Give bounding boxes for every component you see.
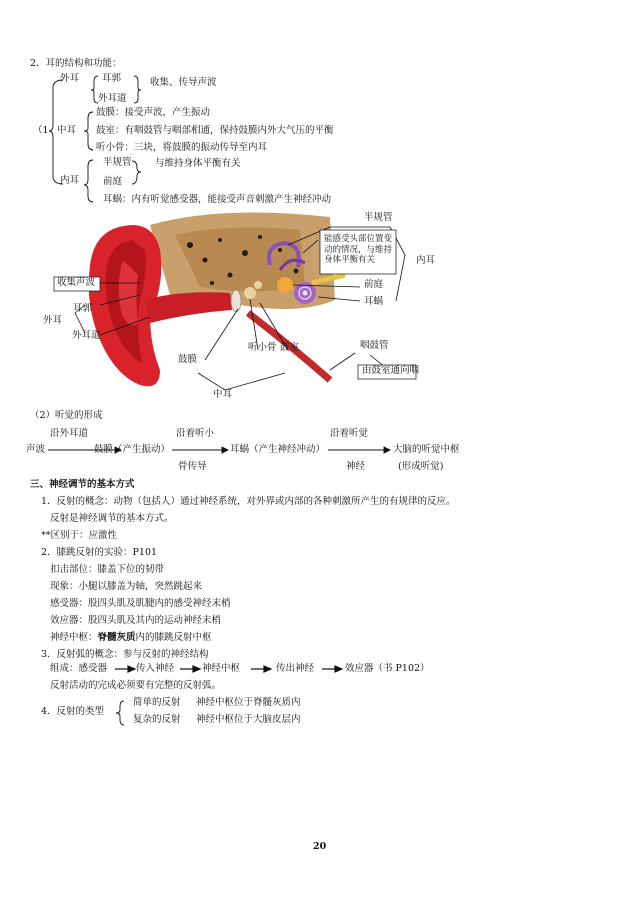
ossicles-line: 听小骨：三块，将鼓膜的振动传导至内耳 xyxy=(96,142,268,153)
reflex-basic: 反射是神经调节的基本方式。 xyxy=(50,513,174,524)
reflex-types-heading: 4．反射的类型 xyxy=(41,706,105,717)
reflex-types-brace xyxy=(110,698,130,728)
bone-conduction-label: 骨传导 xyxy=(178,461,207,472)
fig-middle-ear-label: 中耳 xyxy=(213,389,233,400)
fig-balance-note: 能感受头部位置变动的情况，与维持身体平衡有关 xyxy=(324,234,393,266)
section-heading: 2．耳的结构和功能： xyxy=(30,58,122,69)
outer-ear-function: 收集、传导声波 xyxy=(150,77,217,88)
fig-collect-label: 收集声波 xyxy=(57,277,96,288)
section3-heading: 三、神经调节的基本方式 xyxy=(30,479,135,490)
balance-function: 与维持身体平衡有关 xyxy=(155,158,241,169)
middle-ear-label: 中耳 xyxy=(57,125,77,136)
brain-step: 大脑的听觉中枢 xyxy=(393,444,460,455)
knee-jerk-heading: 2．膝跳反射的实验：P101 xyxy=(41,547,158,558)
page-number: 20 xyxy=(313,841,327,852)
item-marker: （1 xyxy=(33,125,49,136)
center-suffix: 内的膝跳反射中枢 xyxy=(135,632,212,643)
fig-outer-ear-label: 外耳 xyxy=(43,315,63,326)
hearing-heading: （2）听觉的形成 xyxy=(30,410,103,421)
inner-ear-label: 内耳 xyxy=(60,175,80,186)
along-ossicle-label: 沿着听小 xyxy=(176,428,215,439)
along-nerve-label: 沿着听觉 xyxy=(330,428,369,439)
center-highlight: 脊髓灰质 xyxy=(97,632,136,643)
knee-jerk-site: 扣击部位：膝盖下位的韧带 xyxy=(50,564,165,575)
along-canal-label: 沿外耳道 xyxy=(50,428,89,439)
form-hearing-label: (形成听觉) xyxy=(398,461,444,472)
outer-ear-label: 外耳 xyxy=(60,73,80,84)
fig-vestibule-label: 前庭 xyxy=(364,279,384,290)
knee-jerk-effector: 效应器：股四头肌及其内的运动神经末梢 xyxy=(50,615,222,626)
sound-wave: 声波 xyxy=(26,444,46,455)
arc-composition-label: 组成：感受器 xyxy=(50,663,108,674)
fig-ossicles-label: 听小骨 xyxy=(248,342,277,353)
simple-reflex: 简单的反射 xyxy=(133,697,181,708)
ear-canal-label: 外耳道 xyxy=(98,93,127,104)
reflex-concept: 1．反射的概念：动物（包括人）通过神经系统，对外界或内部的各种刺激所产生的有规律的反应。 xyxy=(41,496,456,507)
knee-jerk-receptor: 感受器：股四头肌及肌腱内的感受神经末梢 xyxy=(50,598,231,609)
fig-eustachian-label: 咽鼓管 xyxy=(360,340,389,351)
eardrum-step: 鼓膜（产生振动） xyxy=(94,444,171,455)
simple-reflex-desc: 神经中枢位于脊髓灰质内 xyxy=(196,697,301,708)
fig-inner-ear-label: 内耳 xyxy=(416,255,436,266)
arc-efferent: 传出神经 xyxy=(276,663,315,674)
fig-auricle-label: 耳郭 xyxy=(73,303,93,314)
complex-reflex-desc: 神经中枢位于大脑皮层内 xyxy=(196,714,301,725)
reflex-arc-concept: 3．反射弧的概念：参与反射的神经结构 xyxy=(41,649,209,660)
arc-center: 神经中枢 xyxy=(202,663,241,674)
vestibule-label: 前庭 xyxy=(103,176,123,187)
canals-label: 半规管 xyxy=(103,157,132,168)
complex-reflex: 复杂的反射 xyxy=(133,714,181,725)
tympanic-line: 鼓室：有咽鼓管与咽部相通，保持鼓膜内外大气压的平衡 xyxy=(96,125,334,136)
arc-completeness: 反射活动的完成必须要有完整的反射弧。 xyxy=(50,680,222,691)
knee-jerk-center xyxy=(50,633,212,644)
fig-canal-label: 外耳道 xyxy=(72,330,101,341)
eardrum-line: 鼓膜：接受声波，产生振动 xyxy=(96,107,211,118)
arc-effector: 效应器（书 P102） xyxy=(345,663,430,674)
fig-semicircular-label: 半规管 xyxy=(364,212,393,223)
fig-eustachian-note: 由鼓室通向咽 xyxy=(362,365,420,376)
knee-jerk-phenomenon: 现象：小腿以膝盖为轴，突然跳起来 xyxy=(50,581,203,592)
nerve-label: 神经 xyxy=(346,461,366,472)
fig-cochlea-label: 耳蜗 xyxy=(364,296,384,307)
ear-anatomy-figure xyxy=(0,205,640,410)
arc-afferent: 传入神经 xyxy=(136,663,175,674)
auricle-label: 耳郭 xyxy=(102,73,122,84)
reflex-distinguish: **区别于：应激性 xyxy=(41,530,118,541)
cochlea-line: 耳蜗：内有听觉感受器，能接受声音刺激产生神经冲动 xyxy=(103,194,332,205)
cochlea-step: 耳蜗（产生神经冲动） xyxy=(230,444,326,455)
fig-eardrum-label: 鼓膜 xyxy=(178,354,198,365)
fig-tympanic-label: 鼓室 xyxy=(280,342,300,353)
center-prefix: 神经中枢： xyxy=(50,632,98,643)
